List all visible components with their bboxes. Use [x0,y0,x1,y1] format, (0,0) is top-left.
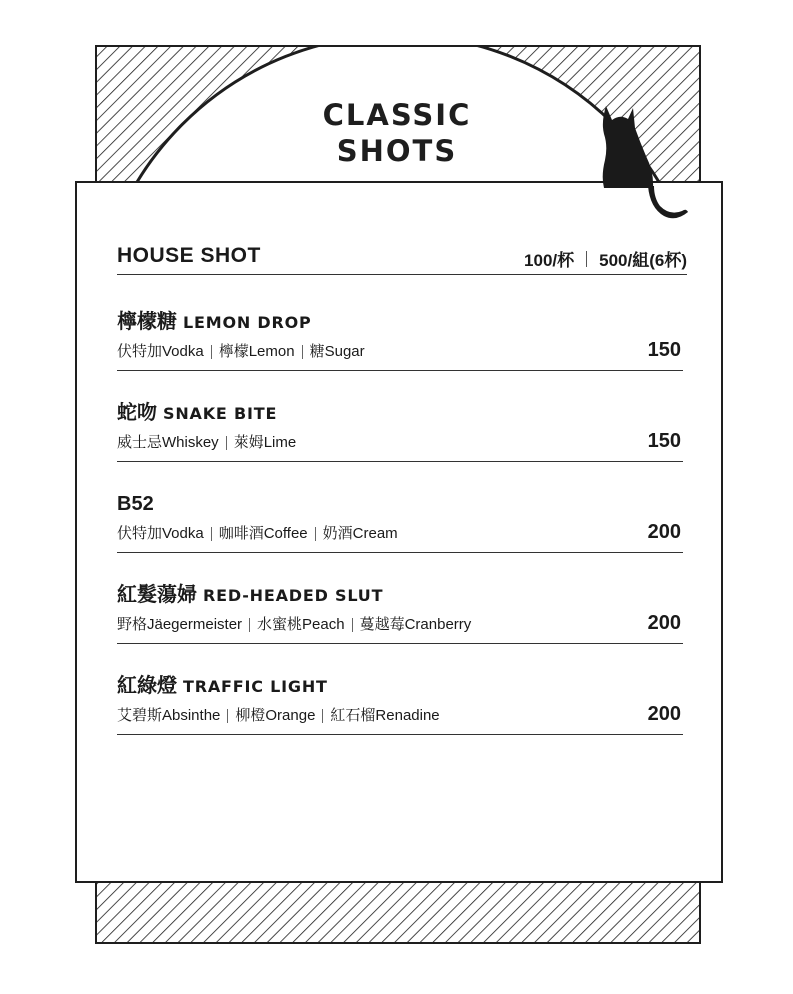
item-name-zh: B52 [117,493,154,515]
item-ingredients [117,342,365,362]
ingredient: 糖Sugar [309,343,365,360]
menu-content [77,182,722,882]
ingredient-divider [227,709,228,723]
item-price: 150 [647,339,681,361]
house-shot-prices [524,246,687,271]
ingredient-divider [315,527,316,541]
item-price: 200 [647,703,681,725]
house-shot-price-set: 500/組(6杯) [599,251,687,270]
item-title [117,583,383,608]
item-name-zh: 紅髮蕩婦 [117,584,197,606]
house-shot-price-single: 100/杯 [524,251,575,270]
ingredient: 萊姆Lime [233,434,297,451]
ingredient-divider [352,618,353,632]
item-ingredients [117,433,296,453]
menu-title-line1: CLASSIC [322,98,472,132]
item-name-en: RED-HEADED SLUT [203,586,384,605]
item-name-zh: 檸檬糖 [117,311,177,333]
menu-item-lemon-drop [117,310,683,371]
ingredient: 艾碧斯Absinthe [117,707,221,724]
ingredient: 柳橙Orange [235,707,316,724]
ingredient-divider [302,345,303,359]
ingredient: 野格Jäegermeister [117,616,243,633]
item-name-en: LEMON DROP [183,313,312,332]
item-ingredients [117,615,471,635]
item-name-zh: 蛇吻 [117,402,157,424]
item-title [117,674,328,699]
menu-item-snake-bite [117,401,683,462]
ingredient-divider [249,618,250,632]
ingredient: 檸檬Lemon [218,343,295,360]
item-name-zh: 紅綠燈 [117,675,177,697]
ingredient: 蔓越莓Cranberry [359,616,472,633]
ingredient-divider [322,709,323,723]
ingredient-divider [211,527,212,541]
item-name-en: SNAKE BITE [163,404,278,423]
ingredient: 伏特加Vodka [117,525,204,542]
item-name-en: TRAFFIC LIGHT [183,677,328,696]
item-title [117,401,277,426]
bottom-hatch-panel [96,882,700,943]
item-ingredients [117,706,440,726]
item-price: 200 [647,521,681,543]
menu-item-b52 [117,492,683,553]
price-divider [586,251,587,267]
ingredient: 紅石榴Renadine [330,707,440,724]
house-shot-name: HOUSE SHOT [117,244,261,267]
ingredient: 咖啡酒Coffee [218,525,308,542]
item-price: 200 [647,612,681,634]
house-shot-row [117,242,687,275]
item-price: 150 [647,430,681,452]
ingredient: 水蜜桃Peach [257,616,345,633]
item-title [117,492,154,517]
ingredient-divider [226,436,227,450]
ingredient: 奶酒Cream [322,525,398,542]
item-ingredients [117,524,398,544]
item-title [117,310,312,335]
ingredient: 威士忌Whiskey [117,434,219,451]
ingredient-divider [211,345,212,359]
menu-item-traffic-light [117,674,683,735]
ingredient: 伏特加Vodka [117,343,204,360]
menu-title-line2: SHOTS [336,134,458,168]
menu-item-red-headed-slut [117,583,683,644]
